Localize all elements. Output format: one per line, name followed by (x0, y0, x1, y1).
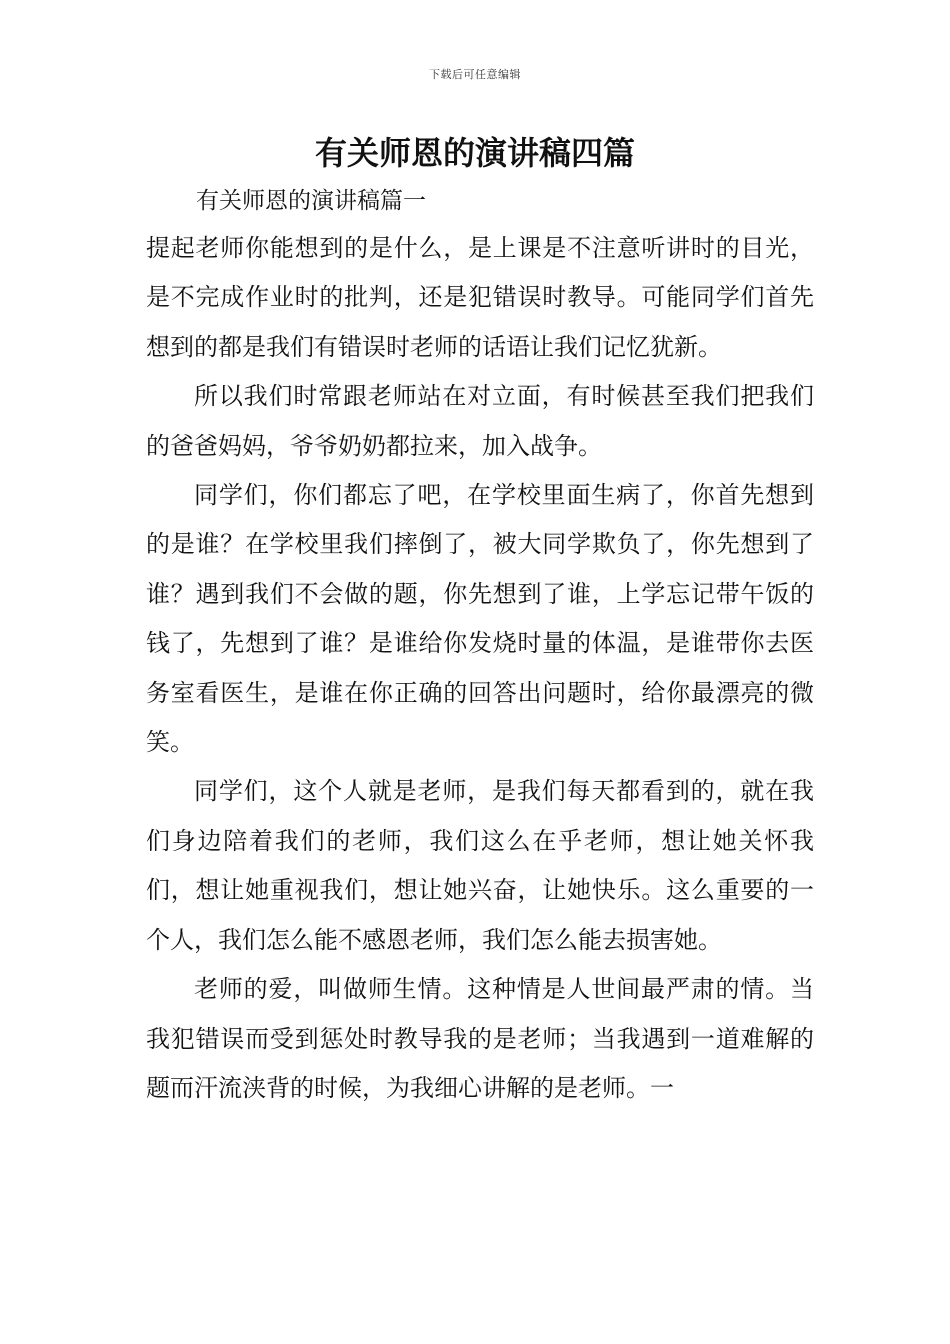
paragraph-5: 老师的爱，叫做师生情。这种情是人世间最严肃的情。当我犯错误而受到惩处时教导我的是老师；当我遇到一道难解的题而汗流浃背的时候，为我细心讲解的是老师。一 (146, 975, 814, 1102)
header-note: 下载后可任意编辑 (429, 68, 521, 81)
paragraph-2: 所以我们时常跟老师站在对立面，有时候甚至我们把我们的爸爸妈妈，爷爷奶奶都拉来，加入战争。 (146, 382, 814, 460)
paragraph-4: 同学们，这个人就是老师，是我们每天都看到的，就在我们身边陪着我们的老师，我们这么在乎老师，想让她关怀我们，想让她重视我们，想让她兴奋，让她快乐。这么重要的一个人，我们怎么能不感恩老师，我们怎么能去损害她。 (146, 777, 814, 954)
paragraph-1: 提起老师你能想到的是什么，是上课是不注意听讲时的目光，是不完成作业时的批判，还是犯错误时教导。可能同学们首先想到的都是我们有错误时老师的话语让我们记忆犹新。 (146, 234, 814, 361)
section-heading: 有关师恩的演讲稿篇一 (196, 188, 426, 214)
paragraph-3: 同学们，你们都忘了吧，在学校里面生病了，你首先想到的是谁？在学校里我们摔倒了，被大同学欺负了，你先想到了谁？遇到我们不会做的题，你先想到了谁，上学忘记带午饭的钱了，先想到了谁？是谁给你发烧时量的体温，是谁带你去医务室看医生，是谁在你正确的回答出问题时，给你最漂亮的微笑。 (146, 481, 814, 757)
document-title: 有关师恩的演讲稿四篇 (314, 134, 635, 172)
body-text (146, 224, 814, 1113)
